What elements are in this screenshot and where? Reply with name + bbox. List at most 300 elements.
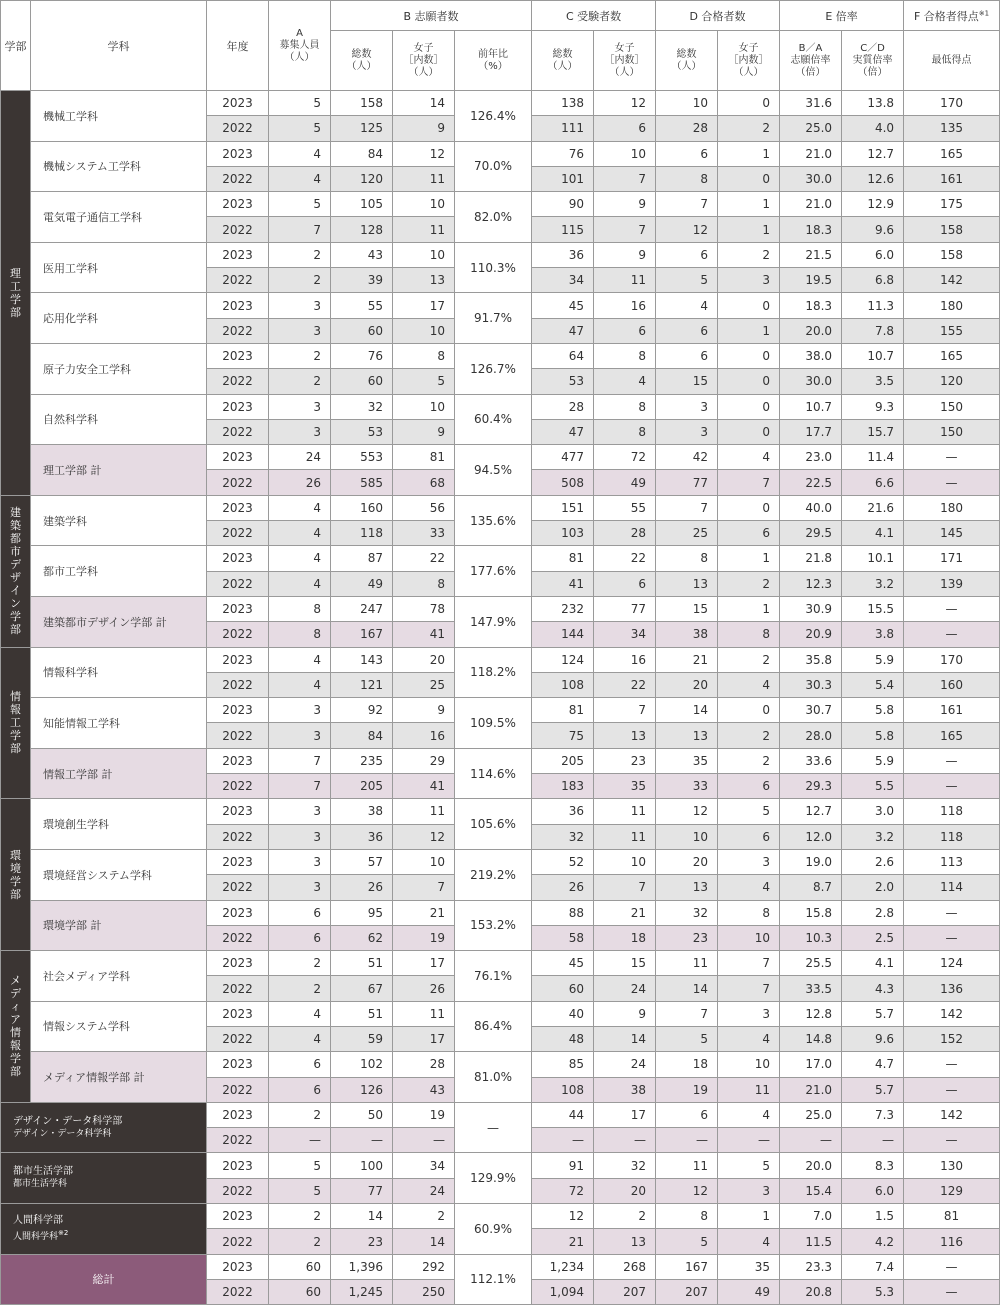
passers-female-cell: 0 xyxy=(718,343,780,368)
min-score-cell: 158 xyxy=(904,242,1000,267)
department-name: 環境創生学科 xyxy=(31,799,207,850)
applicants-yoy-cell: 94.5% xyxy=(455,445,532,496)
capacity-cell: 3 xyxy=(269,799,331,824)
header-applicants-female: 女子 ［内数］ （人） xyxy=(393,31,455,91)
applicants-yoy-cell: 177.6% xyxy=(455,546,532,597)
passers-total-cell: 5 xyxy=(656,1229,718,1254)
faculty-label: メディア情報学部 xyxy=(1,951,31,1103)
ratio-ba-cell: 38.0 xyxy=(780,343,842,368)
applicants-yoy-cell: 76.1% xyxy=(455,951,532,1002)
ratio-cd-cell: 8.3 xyxy=(842,1153,904,1178)
ratio-ba-cell: 21.0 xyxy=(780,192,842,217)
ratio-cd-cell: 9.6 xyxy=(842,1026,904,1051)
applicants-female-cell: 68 xyxy=(393,470,455,495)
examinees-female-cell: 13 xyxy=(594,1229,656,1254)
applicants-total-cell: 84 xyxy=(331,723,393,748)
applicants-total-cell: 43 xyxy=(331,242,393,267)
ratio-cd-cell: 6.8 xyxy=(842,268,904,293)
examinees-total-cell: 40 xyxy=(532,1001,594,1026)
capacity-cell: 2 xyxy=(269,1229,331,1254)
capacity-cell: 2 xyxy=(269,1204,331,1229)
ratio-ba-cell: 20.8 xyxy=(780,1279,842,1304)
passers-female-cell: 8 xyxy=(718,622,780,647)
year-cell: 2023 xyxy=(207,192,269,217)
passers-female-cell: 7 xyxy=(718,470,780,495)
ratio-ba-cell: 28.0 xyxy=(780,723,842,748)
faculty-label: 理工学部 xyxy=(1,91,31,496)
applicants-female-cell: 19 xyxy=(393,1102,455,1127)
examinees-female-cell: 18 xyxy=(594,925,656,950)
applicants-yoy-cell: 91.7% xyxy=(455,293,532,344)
year-cell: 2022 xyxy=(207,1026,269,1051)
passers-total-cell: 10 xyxy=(656,91,718,116)
department-name: 知能情報工学科 xyxy=(31,698,207,749)
passers-total-cell: 15 xyxy=(656,596,718,621)
examinees-total-cell: 81 xyxy=(532,698,594,723)
header-passers: D 合格者数 xyxy=(656,1,780,31)
min-score-cell: 158 xyxy=(904,217,1000,242)
year-cell: 2022 xyxy=(207,925,269,950)
applicants-total-cell: 77 xyxy=(331,1178,393,1203)
ratio-cd-cell: 12.7 xyxy=(842,141,904,166)
table-row xyxy=(1,293,1000,318)
min-score-cell: 142 xyxy=(904,268,1000,293)
examinees-female-cell: 207 xyxy=(594,1279,656,1304)
examinees-total-cell: 12 xyxy=(532,1204,594,1229)
capacity-cell: 3 xyxy=(269,875,331,900)
year-cell: 2023 xyxy=(207,445,269,470)
ratio-ba-cell: 17.0 xyxy=(780,1052,842,1077)
min-score-cell: 161 xyxy=(904,698,1000,723)
passers-female-cell: 7 xyxy=(718,976,780,1001)
ratio-cd-cell: 4.2 xyxy=(842,1229,904,1254)
applicants-total-cell: 67 xyxy=(331,976,393,1001)
passers-total-cell: 8 xyxy=(656,1204,718,1229)
min-score-cell: 142 xyxy=(904,1001,1000,1026)
min-score-cell: 118 xyxy=(904,824,1000,849)
min-score-cell: 170 xyxy=(904,647,1000,672)
min-score-cell: 136 xyxy=(904,976,1000,1001)
passers-female-cell: 5 xyxy=(718,1153,780,1178)
table-row xyxy=(1,495,1000,520)
capacity-cell: 2 xyxy=(269,951,331,976)
ratio-ba-cell: 11.5 xyxy=(780,1229,842,1254)
applicants-yoy-cell: 153.2% xyxy=(455,900,532,951)
examinees-total-cell: 41 xyxy=(532,571,594,596)
examinees-female-cell: 77 xyxy=(594,596,656,621)
applicants-female-cell: 33 xyxy=(393,521,455,546)
table-row xyxy=(1,141,1000,166)
applicants-female-cell: 250 xyxy=(393,1279,455,1304)
min-score-cell: 120 xyxy=(904,369,1000,394)
applicants-female-cell: 21 xyxy=(393,900,455,925)
header-examinees-female: 女子 ［内数］ （人） xyxy=(594,31,656,91)
examinees-female-cell: 24 xyxy=(594,1052,656,1077)
applicants-female-cell: 26 xyxy=(393,976,455,1001)
passers-female-cell: 11 xyxy=(718,1077,780,1102)
applicants-female-cell: 78 xyxy=(393,596,455,621)
ratio-ba-cell: 29.3 xyxy=(780,774,842,799)
examinees-female-cell: 20 xyxy=(594,1178,656,1203)
applicants-yoy-cell: 81.0% xyxy=(455,1052,532,1103)
ratio-cd-cell: 2.6 xyxy=(842,849,904,874)
applicants-yoy-cell: 110.3% xyxy=(455,242,532,293)
passers-female-cell: 3 xyxy=(718,1001,780,1026)
subtotal-row xyxy=(1,1052,1000,1077)
passers-female-cell: 0 xyxy=(718,91,780,116)
capacity-cell: 4 xyxy=(269,521,331,546)
year-cell: 2023 xyxy=(207,1254,269,1279)
applicants-female-cell: 12 xyxy=(393,824,455,849)
applicants-total-cell: 57 xyxy=(331,849,393,874)
applicants-female-cell: 17 xyxy=(393,1026,455,1051)
passers-total-cell: 8 xyxy=(656,546,718,571)
ratio-ba-cell: 30.3 xyxy=(780,672,842,697)
examinees-female-cell: 13 xyxy=(594,723,656,748)
year-cell: 2023 xyxy=(207,951,269,976)
ratio-ba-cell: 31.6 xyxy=(780,91,842,116)
ratio-cd-cell: 6.6 xyxy=(842,470,904,495)
capacity-cell: 26 xyxy=(269,470,331,495)
faculty-label: デザイン・データ科学部 デザイン・データ科学科 xyxy=(1,1102,207,1153)
applicants-total-cell: 84 xyxy=(331,141,393,166)
capacity-cell: 3 xyxy=(269,318,331,343)
examinees-total-cell: 34 xyxy=(532,268,594,293)
applicants-female-cell: 8 xyxy=(393,571,455,596)
applicants-female-cell: 10 xyxy=(393,318,455,343)
examinees-total-cell: 477 xyxy=(532,445,594,470)
header-year: 年度 xyxy=(207,1,269,91)
min-score-cell: 118 xyxy=(904,799,1000,824)
examinees-female-cell: 7 xyxy=(594,166,656,191)
min-score-cell: — xyxy=(904,596,1000,621)
applicants-female-cell: 9 xyxy=(393,419,455,444)
faculty-label: 環境学部 xyxy=(1,799,31,951)
examinees-female-cell: 12 xyxy=(594,91,656,116)
applicants-yoy-cell: 60.4% xyxy=(455,394,532,445)
examinees-total-cell: 183 xyxy=(532,774,594,799)
applicants-female-cell: 11 xyxy=(393,166,455,191)
examinees-female-cell: 11 xyxy=(594,268,656,293)
ratio-cd-cell: 13.8 xyxy=(842,91,904,116)
capacity-cell: 3 xyxy=(269,698,331,723)
applicants-total-cell: 76 xyxy=(331,343,393,368)
capacity-cell: 7 xyxy=(269,774,331,799)
examinees-female-cell: 16 xyxy=(594,293,656,318)
ratio-cd-cell: 6.0 xyxy=(842,1178,904,1203)
year-cell: 2023 xyxy=(207,900,269,925)
capacity-cell: 60 xyxy=(269,1254,331,1279)
header-faculty: 学部 xyxy=(1,1,31,91)
ratio-cd-cell: 1.5 xyxy=(842,1204,904,1229)
capacity-cell: 5 xyxy=(269,91,331,116)
ratio-ba-cell: 23.0 xyxy=(780,445,842,470)
examinees-total-cell: 144 xyxy=(532,622,594,647)
examinees-total-cell: 60 xyxy=(532,976,594,1001)
min-score-cell: — xyxy=(904,1052,1000,1077)
min-score-cell: 171 xyxy=(904,546,1000,571)
examinees-total-cell: 48 xyxy=(532,1026,594,1051)
passers-total-cell: 10 xyxy=(656,824,718,849)
ratio-ba-cell: 21.5 xyxy=(780,242,842,267)
year-cell: 2022 xyxy=(207,571,269,596)
examinees-total-cell: — xyxy=(532,1128,594,1153)
passers-female-cell: 0 xyxy=(718,495,780,520)
applicants-female-cell: 13 xyxy=(393,268,455,293)
single-faculty-row xyxy=(1,1102,1000,1127)
ratio-ba-cell: 18.3 xyxy=(780,293,842,318)
examinees-total-cell: 108 xyxy=(532,1077,594,1102)
passers-female-cell: 0 xyxy=(718,369,780,394)
passers-female-cell: 6 xyxy=(718,774,780,799)
min-score-cell: 130 xyxy=(904,1153,1000,1178)
department-name: 社会メディア学科 xyxy=(31,951,207,1002)
examinees-total-cell: 45 xyxy=(532,293,594,318)
capacity-cell: 2 xyxy=(269,976,331,1001)
examinees-total-cell: 47 xyxy=(532,419,594,444)
examinees-total-cell: 64 xyxy=(532,343,594,368)
subtotal-name: 理工学部 計 xyxy=(31,445,207,496)
examinees-total-cell: 75 xyxy=(532,723,594,748)
ratio-ba-cell: 20.9 xyxy=(780,622,842,647)
passers-total-cell: 14 xyxy=(656,976,718,1001)
applicants-total-cell: 105 xyxy=(331,192,393,217)
applicants-total-cell: 59 xyxy=(331,1026,393,1051)
examinees-female-cell: 15 xyxy=(594,951,656,976)
applicants-total-cell: 100 xyxy=(331,1153,393,1178)
header-ratio-cd: C／D 実質倍率 （倍） xyxy=(842,31,904,91)
applicants-female-cell: 10 xyxy=(393,394,455,419)
capacity-cell: 2 xyxy=(269,268,331,293)
passers-total-cell: 28 xyxy=(656,116,718,141)
applicants-total-cell: 23 xyxy=(331,1229,393,1254)
applicants-female-cell: 56 xyxy=(393,495,455,520)
examinees-total-cell: 58 xyxy=(532,925,594,950)
applicants-total-cell: 143 xyxy=(331,647,393,672)
passers-total-cell: 19 xyxy=(656,1077,718,1102)
passers-total-cell: 11 xyxy=(656,951,718,976)
applicants-female-cell: 34 xyxy=(393,1153,455,1178)
ratio-ba-cell: 8.7 xyxy=(780,875,842,900)
examinees-total-cell: 151 xyxy=(532,495,594,520)
passers-total-cell: 7 xyxy=(656,495,718,520)
year-cell: 2022 xyxy=(207,1178,269,1203)
min-score-cell: — xyxy=(904,445,1000,470)
min-score-cell: 175 xyxy=(904,192,1000,217)
applicants-female-cell: 25 xyxy=(393,672,455,697)
min-score-cell: 129 xyxy=(904,1178,1000,1203)
examinees-total-cell: 53 xyxy=(532,369,594,394)
examinees-total-cell: 45 xyxy=(532,951,594,976)
passers-total-cell: 167 xyxy=(656,1254,718,1279)
applicants-female-cell: 29 xyxy=(393,748,455,773)
applicants-female-cell: 10 xyxy=(393,192,455,217)
min-score-cell: 81 xyxy=(904,1204,1000,1229)
min-score-cell: 114 xyxy=(904,875,1000,900)
ratio-ba-cell: 30.9 xyxy=(780,596,842,621)
min-score-cell: 161 xyxy=(904,166,1000,191)
examinees-female-cell: 32 xyxy=(594,1153,656,1178)
year-cell: 2023 xyxy=(207,343,269,368)
passers-total-cell: 6 xyxy=(656,343,718,368)
ratio-cd-cell: 5.5 xyxy=(842,774,904,799)
ratio-cd-cell: 6.0 xyxy=(842,242,904,267)
examinees-total-cell: 88 xyxy=(532,900,594,925)
applicants-total-cell: 14 xyxy=(331,1204,393,1229)
passers-total-cell: 6 xyxy=(656,1102,718,1127)
ratio-ba-cell: 30.0 xyxy=(780,166,842,191)
passers-female-cell: 1 xyxy=(718,141,780,166)
year-cell: 2022 xyxy=(207,774,269,799)
year-cell: 2022 xyxy=(207,116,269,141)
capacity-cell: 4 xyxy=(269,647,331,672)
applicants-total-cell: 1,245 xyxy=(331,1279,393,1304)
ratio-ba-cell: 25.5 xyxy=(780,951,842,976)
min-score-cell: 160 xyxy=(904,672,1000,697)
ratio-ba-cell: 12.0 xyxy=(780,824,842,849)
examinees-female-cell: 11 xyxy=(594,799,656,824)
faculty-label: 都市生活学部 都市生活学科 xyxy=(1,1153,207,1204)
applicants-female-cell: 81 xyxy=(393,445,455,470)
applicants-yoy-cell: 109.5% xyxy=(455,698,532,749)
examinees-female-cell: 6 xyxy=(594,116,656,141)
applicants-yoy-cell: — xyxy=(455,1102,532,1153)
min-score-cell: — xyxy=(904,1254,1000,1279)
examinees-female-cell: 24 xyxy=(594,976,656,1001)
examinees-female-cell: 23 xyxy=(594,748,656,773)
table-row xyxy=(1,951,1000,976)
examinees-total-cell: 36 xyxy=(532,799,594,824)
applicants-yoy-cell: 147.9% xyxy=(455,596,532,647)
applicants-female-cell: 24 xyxy=(393,1178,455,1203)
examinees-female-cell: 9 xyxy=(594,242,656,267)
examinees-female-cell: 11 xyxy=(594,824,656,849)
capacity-cell: 4 xyxy=(269,166,331,191)
year-cell: 2022 xyxy=(207,521,269,546)
min-score-cell: 165 xyxy=(904,343,1000,368)
ratio-cd-cell: 5.9 xyxy=(842,647,904,672)
examinees-female-cell: 21 xyxy=(594,900,656,925)
capacity-cell: 5 xyxy=(269,116,331,141)
passers-female-cell: 0 xyxy=(718,698,780,723)
min-score-cell: — xyxy=(904,1279,1000,1304)
applicants-yoy-cell: 82.0% xyxy=(455,192,532,243)
capacity-cell: 2 xyxy=(269,343,331,368)
faculty-label: 建築都市デザイン学部 xyxy=(1,495,31,647)
year-cell: 2022 xyxy=(207,875,269,900)
applicants-female-cell: 41 xyxy=(393,622,455,647)
applicants-total-cell: 49 xyxy=(331,571,393,596)
applicants-female-cell: 14 xyxy=(393,91,455,116)
ratio-ba-cell: 30.0 xyxy=(780,369,842,394)
table-row xyxy=(1,91,1000,116)
capacity-cell: 7 xyxy=(269,748,331,773)
ratio-ba-cell: 25.0 xyxy=(780,116,842,141)
examinees-female-cell: 7 xyxy=(594,875,656,900)
examinees-female-cell: 17 xyxy=(594,1102,656,1127)
passers-total-cell: 13 xyxy=(656,723,718,748)
capacity-cell: 3 xyxy=(269,824,331,849)
applicants-yoy-cell: 105.6% xyxy=(455,799,532,850)
passers-total-cell: 32 xyxy=(656,900,718,925)
passers-total-cell: 25 xyxy=(656,521,718,546)
year-cell: 2022 xyxy=(207,1077,269,1102)
ratio-ba-cell: 33.5 xyxy=(780,976,842,1001)
applicants-total-cell: 38 xyxy=(331,799,393,824)
examinees-female-cell: 9 xyxy=(594,1001,656,1026)
examinees-total-cell: 36 xyxy=(532,242,594,267)
applicants-yoy-cell: 112.1% xyxy=(455,1254,532,1305)
capacity-cell: 3 xyxy=(269,723,331,748)
capacity-cell: 4 xyxy=(269,495,331,520)
ratio-ba-cell: 21.8 xyxy=(780,546,842,571)
ratio-ba-cell: 15.8 xyxy=(780,900,842,925)
applicants-total-cell: 50 xyxy=(331,1102,393,1127)
applicants-female-cell: 20 xyxy=(393,647,455,672)
passers-total-cell: — xyxy=(656,1128,718,1153)
year-cell: 2023 xyxy=(207,141,269,166)
examinees-female-cell: 8 xyxy=(594,394,656,419)
capacity-cell: 7 xyxy=(269,217,331,242)
ratio-cd-cell: 2.5 xyxy=(842,925,904,950)
applicants-total-cell: 167 xyxy=(331,622,393,647)
passers-total-cell: 3 xyxy=(656,419,718,444)
ratio-cd-cell: 4.3 xyxy=(842,976,904,1001)
examinees-female-cell: 7 xyxy=(594,217,656,242)
examinees-female-cell: 8 xyxy=(594,343,656,368)
header-ratio-ba: B／A 志願倍率 （倍） xyxy=(780,31,842,91)
passers-female-cell: 1 xyxy=(718,546,780,571)
passers-female-cell: 4 xyxy=(718,1102,780,1127)
examinees-total-cell: 232 xyxy=(532,596,594,621)
applicants-total-cell: 128 xyxy=(331,217,393,242)
applicants-total-cell: — xyxy=(331,1128,393,1153)
passers-total-cell: 11 xyxy=(656,1153,718,1178)
year-cell: 2023 xyxy=(207,1204,269,1229)
year-cell: 2022 xyxy=(207,419,269,444)
subtotal-name: 建築都市デザイン学部 計 xyxy=(31,596,207,647)
passers-total-cell: 6 xyxy=(656,318,718,343)
passers-total-cell: 33 xyxy=(656,774,718,799)
header-examinees-total: 総数 （人） xyxy=(532,31,594,91)
table-row xyxy=(1,546,1000,571)
year-cell: 2023 xyxy=(207,91,269,116)
ratio-cd-cell: 15.7 xyxy=(842,419,904,444)
examinees-female-cell: 10 xyxy=(594,141,656,166)
year-cell: 2023 xyxy=(207,748,269,773)
applicants-female-cell: 16 xyxy=(393,723,455,748)
examinees-female-cell: 2 xyxy=(594,1204,656,1229)
year-cell: 2023 xyxy=(207,1102,269,1127)
examinees-total-cell: 90 xyxy=(532,192,594,217)
subtotal-row xyxy=(1,748,1000,773)
applicants-total-cell: 60 xyxy=(331,369,393,394)
applicants-total-cell: 26 xyxy=(331,875,393,900)
capacity-cell: 3 xyxy=(269,293,331,318)
examinees-total-cell: 85 xyxy=(532,1052,594,1077)
applicants-total-cell: 121 xyxy=(331,672,393,697)
subtotal-row xyxy=(1,445,1000,470)
passers-female-cell: 0 xyxy=(718,419,780,444)
applicants-total-cell: 1,396 xyxy=(331,1254,393,1279)
passers-total-cell: 20 xyxy=(656,849,718,874)
ratio-cd-cell: 3.5 xyxy=(842,369,904,394)
department-name: 自然科学科 xyxy=(31,394,207,445)
passers-total-cell: 13 xyxy=(656,571,718,596)
min-score-cell: — xyxy=(904,470,1000,495)
capacity-cell: 3 xyxy=(269,394,331,419)
department-name: 医用工学科 xyxy=(31,242,207,293)
